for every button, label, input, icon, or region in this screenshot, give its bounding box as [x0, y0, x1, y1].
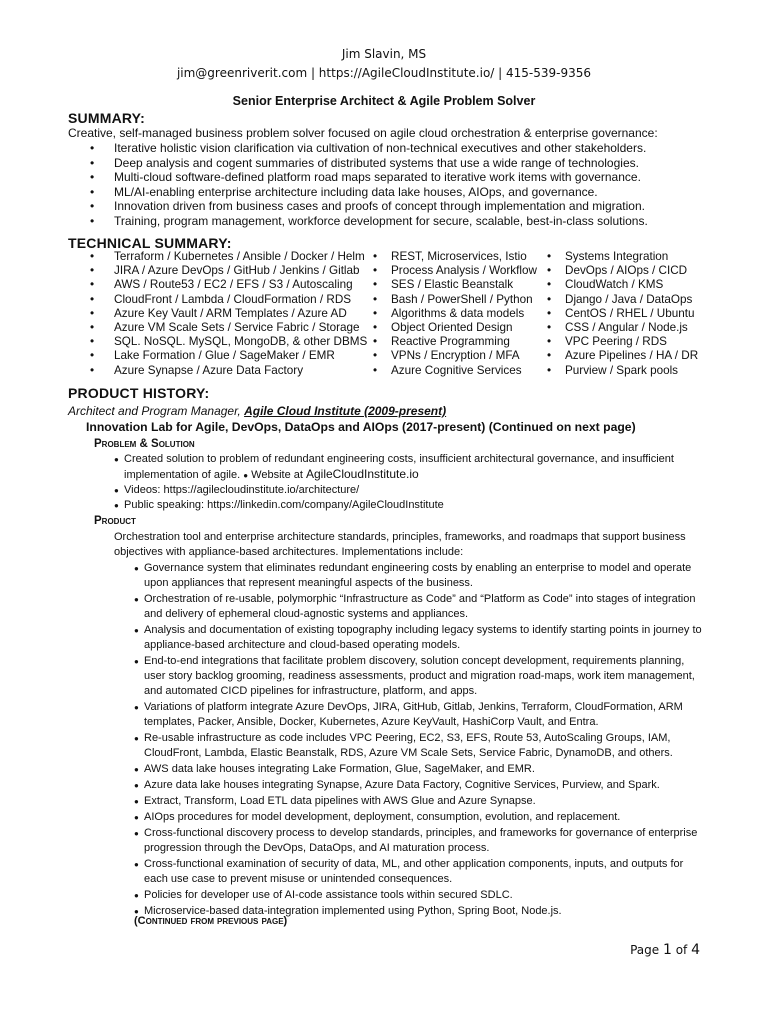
tech-item: • Django / Java / DataOps — [547, 293, 698, 307]
problem-item[interactable]: ● Public speaking: https://linkedin.com/company/AgileCloudInstitute — [114, 498, 694, 513]
product-item: ● Extract, Transform, Load ETL data pipelines with AWS Glue and Azure Synapse. — [134, 794, 706, 809]
product-item: ● End-to-end integrations that facilitate problem discovery, solution concept development, requirements planning, user story backlog grooming, readiness assessments, product and migration road-maps, work item management, and automated CICD pipelines for infrastructure, platform, and apps. — [134, 654, 706, 699]
continued-text: (Continued from previous page) — [134, 915, 288, 927]
tech-item: • Azure Synapse / Azure Data Factory — [90, 364, 367, 378]
role-line — [68, 404, 446, 418]
tech-item: • JIRA / Azure DevOps / GitHub / Jenkins / Gitlab — [90, 264, 367, 278]
tech-item: • Process Analysis / Workflow — [373, 264, 537, 278]
tech-item: • Azure Cognitive Services — [373, 364, 537, 378]
tech-item: • Systems Integration — [547, 250, 698, 264]
product-item: ● Cross-functional examination of security of data, ML, and other application components, inputs, and outputs for each use case to prevent misuse or unintended consequences. — [134, 857, 706, 887]
website-link[interactable]: AgileCloudInstitute.io — [305, 467, 419, 481]
tech-item: • Algorithms & data models — [373, 307, 537, 321]
product-list — [134, 561, 706, 920]
product-item: ● Policies for developer use of AI-code assistance tools within secured SDLC. — [134, 888, 706, 903]
product-item: ● Orchestration of re-usable, polymorphic “Infrastructure as Code” and “Platform as Code” into stages of integration and delivery of ephemeral cloud-agnostic systems and appliances. — [134, 592, 706, 622]
tech-item: • Object Oriented Design — [373, 321, 537, 335]
product-item: ● Microservice-based data-integration implemented using Python, Spring Boot, Node.js. — [134, 904, 706, 919]
tech-item: • CloudWatch / KMS — [547, 278, 698, 292]
tech-item: • SES / Elastic Beanstalk — [373, 278, 537, 292]
page-total: 4 — [691, 942, 700, 958]
tech-item: • SQL. NoSQL. MySQL, MongoDB, & other DBMS — [90, 335, 367, 349]
tech-item: • Azure VM Scale Sets / Service Fabric / Storage — [90, 321, 367, 335]
website-prefix: Website at — [251, 469, 306, 481]
product-item: ● Variations of platform integrate Azure DevOps, JIRA, GitHub, Gitlab, Jenkins, Terraform, CloudFormation, ARM templates, Packer, Ansible, Docker, Kubernetes, Azure KeyVault, HashiCorp Vault, and Entra. — [134, 700, 706, 730]
org-link[interactable]: Agile Cloud Institute (2009-present) — [244, 404, 447, 418]
tech-item: • Bash / PowerShell / Python — [373, 293, 537, 307]
problem-solution-list — [114, 452, 694, 513]
product-intro: Orchestration tool and enterprise architecture standards, principles, frameworks, and roadmaps that support business objectives with appliance-based architectures. Implementations include: — [114, 531, 686, 558]
tech-item: • CentOS / RHEL / Ubuntu — [547, 307, 698, 321]
bullet-dot: ● — [243, 471, 249, 480]
page-current: 1 — [662, 942, 672, 958]
candidate-name: Jim Slavin, MS — [341, 47, 427, 61]
summary-heading: SUMMARY: — [68, 110, 146, 126]
summary-bullet: • Training, program management, workforce development for secure, scalable, best-in-class solutions. — [90, 214, 648, 229]
tech-column-3 — [547, 250, 698, 378]
product-item: ● Azure data lake houses integrating Synapse, Azure Data Factory, Cognitive Services, Purview, and Spark. — [134, 778, 706, 793]
tech-item: • VPC Peering / RDS — [547, 335, 698, 349]
summary-bullets — [90, 141, 648, 229]
product-item: ● Cross-functional discovery process to develop standards, principles, and frameworks for governance of enterprise progression through the DevOps, DataOps, and AI maturation process. — [134, 826, 706, 856]
page-label: Page — [630, 943, 663, 957]
document-title: Senior Enterprise Architect & Agile Problem Solver — [232, 94, 536, 108]
product-item: ● AIOps procedures for model development, deployment, consumption, evolution, and replacement. — [134, 810, 706, 825]
problem-item-text: Created solution to problem of redundant engineering costs, insufficient architectural governance, and insufficient implementation of agile. — [124, 453, 674, 481]
tech-item: • Purview / Spark pools — [547, 364, 698, 378]
tech-item: • CloudFront / Lambda / CloudFormation / RDS — [90, 293, 367, 307]
of-label: of — [671, 943, 692, 957]
tech-item: • Reactive Programming — [373, 335, 537, 349]
lab-title: Innovation Lab for Agile, DevOps, DataOps and AIOps (2017-present) (Continued on next page) — [86, 420, 636, 434]
product-history-heading: PRODUCT HISTORY: — [68, 385, 210, 401]
tech-column-1 — [90, 250, 367, 378]
tech-item: • DevOps / AIOps / CICD — [547, 264, 698, 278]
summary-bullet: • Innovation driven from business cases and proofs of concept through implementation and migration. — [90, 199, 648, 214]
tech-column-2 — [373, 250, 537, 378]
problem-item[interactable]: ● Videos: https://agilecloudinstitute.io/architecture/ — [114, 483, 694, 498]
contact-line: jim@greenriverit.com | https://AgileCloudInstitute.io/ | 415-539-9356 — [176, 66, 592, 80]
continued-note — [134, 915, 287, 927]
tech-item: • AWS / Route53 / EC2 / EFS / S3 / Autoscaling — [90, 278, 367, 292]
tech-item: • VPNs / Encryption / MFA — [373, 349, 537, 363]
tech-item: • Lake Formation / Glue / SageMaker / EMR — [90, 349, 367, 363]
tech-item: • Azure Key Vault / ARM Templates / Azure AD — [90, 307, 367, 321]
tech-item: • REST, Microservices, Istio — [373, 250, 537, 264]
tech-item: • Terraform / Kubernetes / Ansible / Docker / Helm — [90, 250, 367, 264]
product-item: ● Analysis and documentation of existing topography including legacy systems to identify starting points in journey to appliance-based architecture and cloud-based operating models. — [134, 623, 706, 653]
problem-solution-heading: Problem & Solution — [94, 438, 195, 450]
role-title: Architect and Program Manager, — [68, 404, 245, 418]
summary-bullet: • Multi-cloud software-defined platform road maps separated to iterative work items with governance. — [90, 170, 648, 185]
product-item: ● AWS data lake houses integrating Lake Formation, Glue, SageMaker, and EMR. — [134, 762, 706, 777]
summary-bullet: • Iterative holistic vision clarification via cultivation of non-technical executives and other stakeholders. — [90, 141, 648, 156]
tech-item: • CSS / Angular / Node.js — [547, 321, 698, 335]
summary-bullet: • Deep analysis and cogent summaries of distributed systems that use a wide range of technologies. — [90, 156, 648, 171]
problem-item — [114, 452, 694, 483]
technical-heading: TECHNICAL SUMMARY: — [68, 235, 232, 251]
summary-intro: Creative, self-managed business problem solver focused on agile cloud orchestration & enterprise governance: — [68, 126, 658, 140]
product-item: ● Re-usable infrastructure as code includes VPC Peering, EC2, S3, EFS, Route 53, AutoScaling Groups, IAM, CloudFront, Lambda, Elastic Beanstalk, RDS, Azure VM Scale Sets, Service Fabric, DynamoDB, and others. — [134, 731, 706, 761]
tech-item: • Azure Pipelines / HA / DR — [547, 349, 698, 363]
product-item: ● Governance system that eliminates redundant engineering costs by enabling an enterprise to model and operate upon appliances that represent meaningful aspects of the business. — [134, 561, 706, 591]
summary-bullet: • ML/AI-enabling enterprise architecture including data lake houses, AIOps, and governance. — [90, 185, 648, 200]
product-heading: Product — [94, 515, 136, 527]
page-number — [630, 942, 700, 958]
